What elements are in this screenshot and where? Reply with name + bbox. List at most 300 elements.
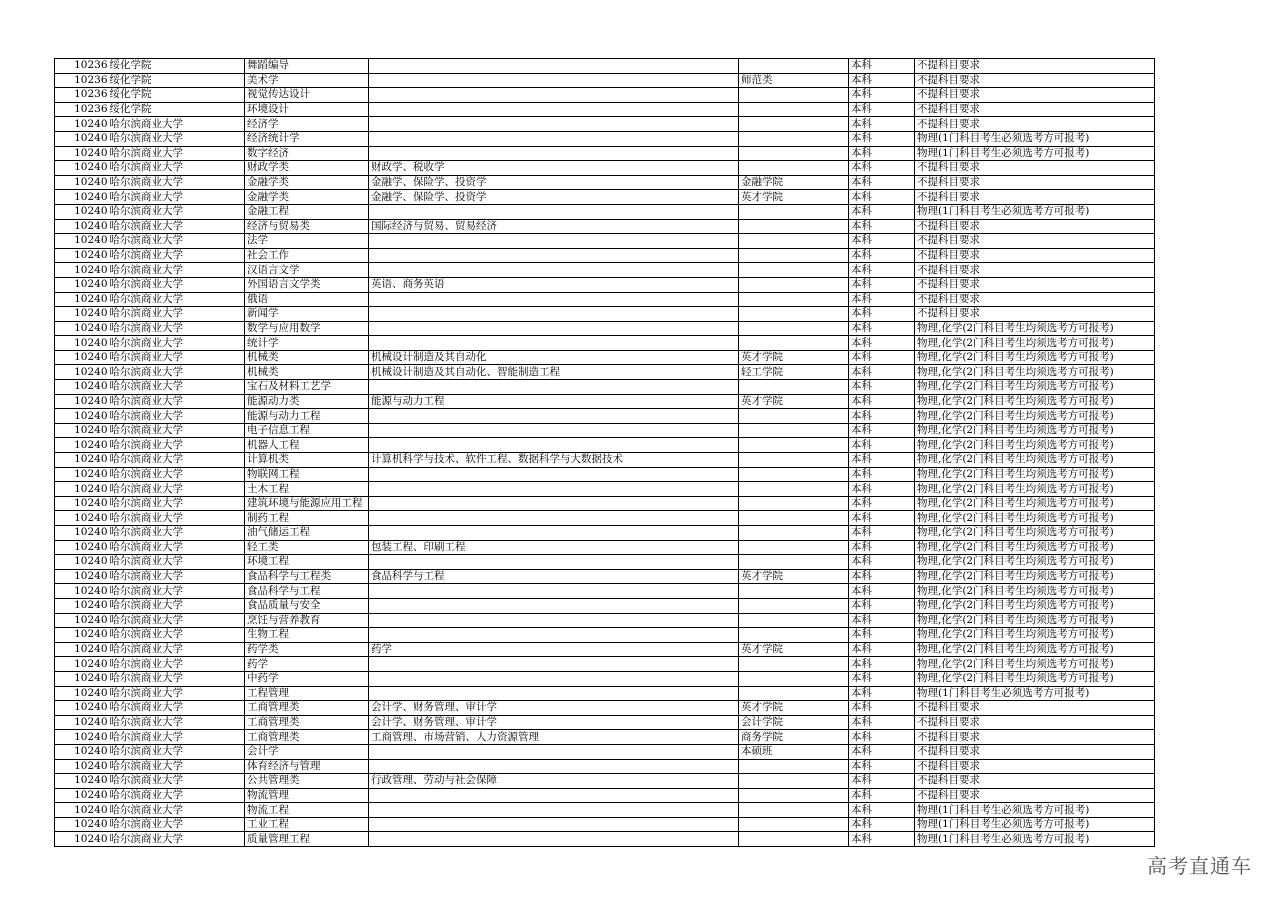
school-name-cell: 哈尔滨商业大学 [109, 642, 245, 657]
school-name-cell: 哈尔滨商业大学 [109, 496, 245, 511]
school-name-cell: 哈尔滨商业大学 [109, 744, 245, 759]
major-name-cell: 机械类 [245, 350, 369, 365]
level-cell: 本科 [849, 467, 915, 482]
school-code-cell: 10240 [55, 803, 109, 818]
remark-cell [739, 234, 849, 249]
subject-requirement-cell: 物理,化学(2门科目考生均须选考方可报考) [915, 642, 1155, 657]
remark-cell [739, 131, 849, 146]
included-majors-cell: 会计学、财务管理、审计学 [369, 715, 739, 730]
remark-cell [739, 204, 849, 219]
school-code-cell: 10240 [55, 759, 109, 774]
school-name-cell: 哈尔滨商业大学 [109, 117, 245, 132]
included-majors-cell [369, 628, 739, 643]
school-name-cell: 哈尔滨商业大学 [109, 715, 245, 730]
major-name-cell: 能源与动力工程 [245, 409, 369, 424]
major-name-cell: 物联网工程 [245, 467, 369, 482]
level-cell: 本科 [849, 307, 915, 322]
remark-cell: 英才学院 [739, 394, 849, 409]
level-cell: 本科 [849, 146, 915, 161]
major-name-cell: 公共管理类 [245, 774, 369, 789]
remark-cell [739, 263, 849, 278]
school-code-cell: 10240 [55, 248, 109, 263]
table-row [55, 511, 1155, 526]
remark-cell [739, 598, 849, 613]
major-name-cell: 药学类 [245, 642, 369, 657]
subject-requirement-cell: 不提科目要求 [915, 292, 1155, 307]
included-majors-cell [369, 438, 739, 453]
remark-cell: 本硕班 [739, 744, 849, 759]
table-row [55, 219, 1155, 234]
included-majors-cell: 金融学、保险学、投资学 [369, 175, 739, 190]
table-row [55, 73, 1155, 88]
table-row [55, 336, 1155, 351]
table-row [55, 102, 1155, 117]
major-name-cell: 工业工程 [245, 817, 369, 832]
major-name-cell: 财政学类 [245, 161, 369, 176]
major-name-cell: 工程管理 [245, 686, 369, 701]
school-name-cell: 绥化学院 [109, 102, 245, 117]
major-name-cell: 视觉传达设计 [245, 88, 369, 103]
subject-requirement-cell: 不提科目要求 [915, 175, 1155, 190]
subject-requirement-cell: 物理,化学(2门科目考生均须选考方可报考) [915, 598, 1155, 613]
major-name-cell: 机械类 [245, 365, 369, 380]
major-name-cell: 药学 [245, 657, 369, 672]
remark-cell [739, 540, 849, 555]
level-cell: 本科 [849, 277, 915, 292]
school-name-cell: 哈尔滨商业大学 [109, 803, 245, 818]
subject-requirement-cell: 物理,化学(2门科目考生均须选考方可报考) [915, 569, 1155, 584]
remark-cell: 金融学院 [739, 175, 849, 190]
school-code-cell: 10240 [55, 394, 109, 409]
remark-cell [739, 671, 849, 686]
subject-requirement-cell: 不提科目要求 [915, 248, 1155, 263]
level-cell: 本科 [849, 584, 915, 599]
school-code-cell: 10240 [55, 336, 109, 351]
school-code-cell: 10240 [55, 657, 109, 672]
table-row [55, 598, 1155, 613]
major-name-cell: 法学 [245, 234, 369, 249]
level-cell: 本科 [849, 175, 915, 190]
table-row [55, 584, 1155, 599]
subject-requirement-cell: 物理,化学(2门科目考生均须选考方可报考) [915, 482, 1155, 497]
major-name-cell: 会计学 [245, 744, 369, 759]
school-code-cell: 10240 [55, 438, 109, 453]
school-name-cell: 哈尔滨商业大学 [109, 350, 245, 365]
subject-requirement-cell: 物理,化学(2门科目考生均须选考方可报考) [915, 453, 1155, 468]
school-code-cell: 10240 [55, 453, 109, 468]
major-name-cell: 烹饪与营养教育 [245, 613, 369, 628]
remark-cell [739, 336, 849, 351]
included-majors-cell [369, 788, 739, 803]
major-name-cell: 俄语 [245, 292, 369, 307]
table-row [55, 321, 1155, 336]
included-majors-cell [369, 248, 739, 263]
subject-requirement-cell: 不提科目要求 [915, 263, 1155, 278]
remark-cell [739, 526, 849, 541]
major-name-cell: 食品科学与工程类 [245, 569, 369, 584]
table-row [55, 88, 1155, 103]
subject-requirement-cell: 物理,化学(2门科目考生均须选考方可报考) [915, 628, 1155, 643]
school-name-cell: 哈尔滨商业大学 [109, 336, 245, 351]
school-name-cell: 哈尔滨商业大学 [109, 774, 245, 789]
level-cell: 本科 [849, 453, 915, 468]
table-row [55, 657, 1155, 672]
school-name-cell: 哈尔滨商业大学 [109, 569, 245, 584]
table-row [55, 803, 1155, 818]
major-name-cell: 物流工程 [245, 803, 369, 818]
table-row [55, 774, 1155, 789]
major-name-cell: 体育经济与管理 [245, 759, 369, 774]
school-code-cell: 10240 [55, 788, 109, 803]
table-body [55, 59, 1155, 847]
major-name-cell: 能源动力类 [245, 394, 369, 409]
school-code-cell: 10240 [55, 350, 109, 365]
school-code-cell: 10240 [55, 832, 109, 847]
school-code-cell: 10240 [55, 204, 109, 219]
remark-cell: 英才学院 [739, 701, 849, 716]
level-cell: 本科 [849, 555, 915, 570]
table-row [55, 701, 1155, 716]
remark-cell [739, 423, 849, 438]
school-name-cell: 哈尔滨商业大学 [109, 365, 245, 380]
subject-requirement-cell: 不提科目要求 [915, 744, 1155, 759]
remark-cell [739, 102, 849, 117]
school-code-cell: 10240 [55, 380, 109, 395]
school-code-cell: 10240 [55, 467, 109, 482]
remark-cell: 商务学院 [739, 730, 849, 745]
level-cell: 本科 [849, 715, 915, 730]
school-code-cell: 10240 [55, 671, 109, 686]
school-code-cell: 10240 [55, 598, 109, 613]
school-code-cell: 10236 [55, 102, 109, 117]
included-majors-cell [369, 321, 739, 336]
included-majors-cell [369, 73, 739, 88]
table-row [55, 671, 1155, 686]
subject-requirement-cell: 不提科目要求 [915, 277, 1155, 292]
major-name-cell: 经济统计学 [245, 131, 369, 146]
remark-cell [739, 307, 849, 322]
table-row [55, 190, 1155, 205]
level-cell: 本科 [849, 540, 915, 555]
remark-cell: 英才学院 [739, 642, 849, 657]
table-row [55, 365, 1155, 380]
level-cell: 本科 [849, 744, 915, 759]
included-majors-cell: 药学 [369, 642, 739, 657]
subject-requirement-cell: 不提科目要求 [915, 788, 1155, 803]
included-majors-cell [369, 234, 739, 249]
school-name-cell: 哈尔滨商业大学 [109, 263, 245, 278]
table-row [55, 350, 1155, 365]
table-row [55, 744, 1155, 759]
table-row [55, 380, 1155, 395]
school-code-cell: 10240 [55, 730, 109, 745]
level-cell: 本科 [849, 73, 915, 88]
school-name-cell: 哈尔滨商业大学 [109, 423, 245, 438]
school-name-cell: 哈尔滨商业大学 [109, 219, 245, 234]
school-name-cell: 哈尔滨商业大学 [109, 277, 245, 292]
school-code-cell: 10240 [55, 219, 109, 234]
subject-requirement-cell: 物理(1门科目考生必须选考方可报考) [915, 146, 1155, 161]
remark-cell [739, 438, 849, 453]
major-name-cell: 美术学 [245, 73, 369, 88]
level-cell: 本科 [849, 380, 915, 395]
school-code-cell: 10236 [55, 88, 109, 103]
school-name-cell: 哈尔滨商业大学 [109, 234, 245, 249]
level-cell: 本科 [849, 657, 915, 672]
included-majors-cell [369, 263, 739, 278]
subject-requirements-table [54, 58, 1155, 847]
school-code-cell: 10240 [55, 175, 109, 190]
subject-requirement-cell: 物理,化学(2门科目考生均须选考方可报考) [915, 511, 1155, 526]
subject-requirement-cell: 不提科目要求 [915, 117, 1155, 132]
school-code-cell: 10240 [55, 628, 109, 643]
included-majors-cell [369, 409, 739, 424]
level-cell: 本科 [849, 803, 915, 818]
level-cell: 本科 [849, 730, 915, 745]
remark-cell [739, 496, 849, 511]
table-row [55, 540, 1155, 555]
level-cell: 本科 [849, 423, 915, 438]
school-code-cell: 10240 [55, 496, 109, 511]
school-code-cell: 10240 [55, 526, 109, 541]
school-name-cell: 哈尔滨商业大学 [109, 380, 245, 395]
level-cell: 本科 [849, 701, 915, 716]
table-row [55, 467, 1155, 482]
level-cell: 本科 [849, 190, 915, 205]
included-majors-cell [369, 380, 739, 395]
subject-requirement-cell: 物理,化学(2门科目考生均须选考方可报考) [915, 526, 1155, 541]
table-row [55, 715, 1155, 730]
table-row [55, 555, 1155, 570]
level-cell: 本科 [849, 248, 915, 263]
included-majors-cell: 计算机科学与技术、软件工程、数据科学与大数据技术 [369, 453, 739, 468]
school-name-cell: 绥化学院 [109, 88, 245, 103]
major-name-cell: 油气储运工程 [245, 526, 369, 541]
school-name-cell: 哈尔滨商业大学 [109, 657, 245, 672]
table-row [55, 394, 1155, 409]
major-name-cell: 食品科学与工程 [245, 584, 369, 599]
included-majors-cell [369, 292, 739, 307]
school-name-cell: 哈尔滨商业大学 [109, 175, 245, 190]
school-code-cell: 10236 [55, 59, 109, 74]
school-name-cell: 哈尔滨商业大学 [109, 701, 245, 716]
school-name-cell: 哈尔滨商业大学 [109, 788, 245, 803]
school-name-cell: 哈尔滨商业大学 [109, 730, 245, 745]
level-cell: 本科 [849, 219, 915, 234]
school-name-cell: 哈尔滨商业大学 [109, 555, 245, 570]
major-name-cell: 工商管理类 [245, 730, 369, 745]
level-cell: 本科 [849, 569, 915, 584]
major-name-cell: 土木工程 [245, 482, 369, 497]
remark-cell [739, 277, 849, 292]
included-majors-cell [369, 657, 739, 672]
remark-cell: 师范类 [739, 73, 849, 88]
school-name-cell: 哈尔滨商业大学 [109, 438, 245, 453]
remark-cell [739, 292, 849, 307]
subject-requirement-cell: 不提科目要求 [915, 161, 1155, 176]
subject-requirement-cell: 不提科目要求 [915, 701, 1155, 716]
table-row [55, 817, 1155, 832]
remark-cell: 英才学院 [739, 190, 849, 205]
level-cell: 本科 [849, 496, 915, 511]
included-majors-cell [369, 496, 739, 511]
table-row [55, 292, 1155, 307]
subject-requirement-cell: 物理(1门科目考生必须选考方可报考) [915, 204, 1155, 219]
table-row [55, 832, 1155, 847]
school-name-cell: 哈尔滨商业大学 [109, 321, 245, 336]
subject-requirement-cell: 物理,化学(2门科目考生均须选考方可报考) [915, 657, 1155, 672]
subject-requirement-cell: 物理,化学(2门科目考生均须选考方可报考) [915, 496, 1155, 511]
table-row [55, 146, 1155, 161]
major-name-cell: 工商管理类 [245, 715, 369, 730]
major-name-cell: 质量管理工程 [245, 832, 369, 847]
subject-requirement-cell: 不提科目要求 [915, 234, 1155, 249]
school-code-cell: 10240 [55, 117, 109, 132]
remark-cell [739, 511, 849, 526]
level-cell: 本科 [849, 365, 915, 380]
major-name-cell: 制药工程 [245, 511, 369, 526]
major-name-cell: 环境设计 [245, 102, 369, 117]
subject-requirement-cell: 物理,化学(2门科目考生均须选考方可报考) [915, 380, 1155, 395]
table-row [55, 496, 1155, 511]
school-code-cell: 10240 [55, 540, 109, 555]
remark-cell [739, 88, 849, 103]
school-name-cell: 哈尔滨商业大学 [109, 671, 245, 686]
level-cell: 本科 [849, 788, 915, 803]
table-row [55, 642, 1155, 657]
included-majors-cell: 金融学、保险学、投资学 [369, 190, 739, 205]
included-majors-cell [369, 613, 739, 628]
included-majors-cell: 行政管理、劳动与社会保障 [369, 774, 739, 789]
major-name-cell: 建筑环境与能源应用工程 [245, 496, 369, 511]
school-name-cell: 哈尔滨商业大学 [109, 817, 245, 832]
major-name-cell: 中药学 [245, 671, 369, 686]
school-code-cell: 10240 [55, 686, 109, 701]
included-majors-cell: 包装工程、印刷工程 [369, 540, 739, 555]
table-row [55, 788, 1155, 803]
subject-requirement-cell: 不提科目要求 [915, 219, 1155, 234]
school-name-cell: 绥化学院 [109, 73, 245, 88]
school-code-cell: 10240 [55, 423, 109, 438]
subject-requirement-cell: 不提科目要求 [915, 759, 1155, 774]
level-cell: 本科 [849, 234, 915, 249]
subject-requirement-cell: 物理(1门科目考生必须选考方可报考) [915, 803, 1155, 818]
subject-requirement-cell: 不提科目要求 [915, 59, 1155, 74]
subject-requirement-cell: 物理,化学(2门科目考生均须选考方可报考) [915, 584, 1155, 599]
remark-cell [739, 219, 849, 234]
included-majors-cell [369, 555, 739, 570]
school-name-cell: 哈尔滨商业大学 [109, 598, 245, 613]
school-code-cell: 10240 [55, 701, 109, 716]
major-name-cell: 环境工程 [245, 555, 369, 570]
school-code-cell: 10240 [55, 774, 109, 789]
remark-cell [739, 248, 849, 263]
table-row [55, 730, 1155, 745]
school-code-cell: 10240 [55, 715, 109, 730]
school-name-cell: 哈尔滨商业大学 [109, 613, 245, 628]
table-row [55, 628, 1155, 643]
subject-requirement-cell: 物理,化学(2门科目考生均须选考方可报考) [915, 540, 1155, 555]
level-cell: 本科 [849, 511, 915, 526]
subject-requirement-cell: 不提科目要求 [915, 307, 1155, 322]
level-cell: 本科 [849, 292, 915, 307]
included-majors-cell: 国际经济与贸易、贸易经济 [369, 219, 739, 234]
table-row [55, 526, 1155, 541]
subject-requirement-cell: 物理,化学(2门科目考生均须选考方可报考) [915, 409, 1155, 424]
school-name-cell: 哈尔滨商业大学 [109, 248, 245, 263]
remark-cell [739, 686, 849, 701]
table-row [55, 409, 1155, 424]
subject-requirement-cell: 不提科目要求 [915, 102, 1155, 117]
level-cell: 本科 [849, 409, 915, 424]
remark-cell [739, 628, 849, 643]
table-row [55, 277, 1155, 292]
table-row [55, 482, 1155, 497]
school-code-cell: 10240 [55, 365, 109, 380]
major-name-cell: 数字经济 [245, 146, 369, 161]
remark-cell [739, 59, 849, 74]
remark-cell [739, 803, 849, 818]
school-code-cell: 10240 [55, 511, 109, 526]
school-name-cell: 哈尔滨商业大学 [109, 161, 245, 176]
school-code-cell: 10240 [55, 131, 109, 146]
major-name-cell: 经济与贸易类 [245, 219, 369, 234]
included-majors-cell: 会计学、财务管理、审计学 [369, 701, 739, 716]
included-majors-cell [369, 526, 739, 541]
subject-requirement-cell: 物理,化学(2门科目考生均须选考方可报考) [915, 321, 1155, 336]
school-code-cell: 10240 [55, 292, 109, 307]
school-code-cell: 10240 [55, 190, 109, 205]
school-name-cell: 哈尔滨商业大学 [109, 511, 245, 526]
included-majors-cell [369, 146, 739, 161]
level-cell: 本科 [849, 102, 915, 117]
major-name-cell: 工商管理类 [245, 701, 369, 716]
major-name-cell: 机器人工程 [245, 438, 369, 453]
level-cell: 本科 [849, 686, 915, 701]
subject-requirement-cell: 物理(1门科目考生必须选考方可报考) [915, 817, 1155, 832]
school-code-cell: 10240 [55, 263, 109, 278]
school-code-cell: 10240 [55, 161, 109, 176]
remark-cell: 英才学院 [739, 569, 849, 584]
table-row [55, 613, 1155, 628]
level-cell: 本科 [849, 526, 915, 541]
table-row [55, 234, 1155, 249]
school-name-cell: 哈尔滨商业大学 [109, 526, 245, 541]
included-majors-cell [369, 686, 739, 701]
subject-requirement-cell: 物理,化学(2门科目考生均须选考方可报考) [915, 394, 1155, 409]
school-name-cell: 哈尔滨商业大学 [109, 190, 245, 205]
major-name-cell: 新闻学 [245, 307, 369, 322]
remark-cell [739, 117, 849, 132]
level-cell: 本科 [849, 628, 915, 643]
remark-cell: 会计学院 [739, 715, 849, 730]
major-name-cell: 宝石及材料工艺学 [245, 380, 369, 395]
major-name-cell: 统计学 [245, 336, 369, 351]
school-name-cell: 哈尔滨商业大学 [109, 409, 245, 424]
subject-requirement-cell: 物理(1门科目考生必须选考方可报考) [915, 131, 1155, 146]
included-majors-cell [369, 204, 739, 219]
major-name-cell: 物流管理 [245, 788, 369, 803]
subject-requirement-cell: 物理(1门科目考生必须选考方可报考) [915, 686, 1155, 701]
subject-requirement-cell: 不提科目要求 [915, 88, 1155, 103]
remark-cell [739, 832, 849, 847]
remark-cell [739, 467, 849, 482]
major-name-cell: 舞蹈编导 [245, 59, 369, 74]
remark-cell [739, 380, 849, 395]
major-name-cell: 电子信息工程 [245, 423, 369, 438]
level-cell: 本科 [849, 817, 915, 832]
school-code-cell: 10240 [55, 234, 109, 249]
